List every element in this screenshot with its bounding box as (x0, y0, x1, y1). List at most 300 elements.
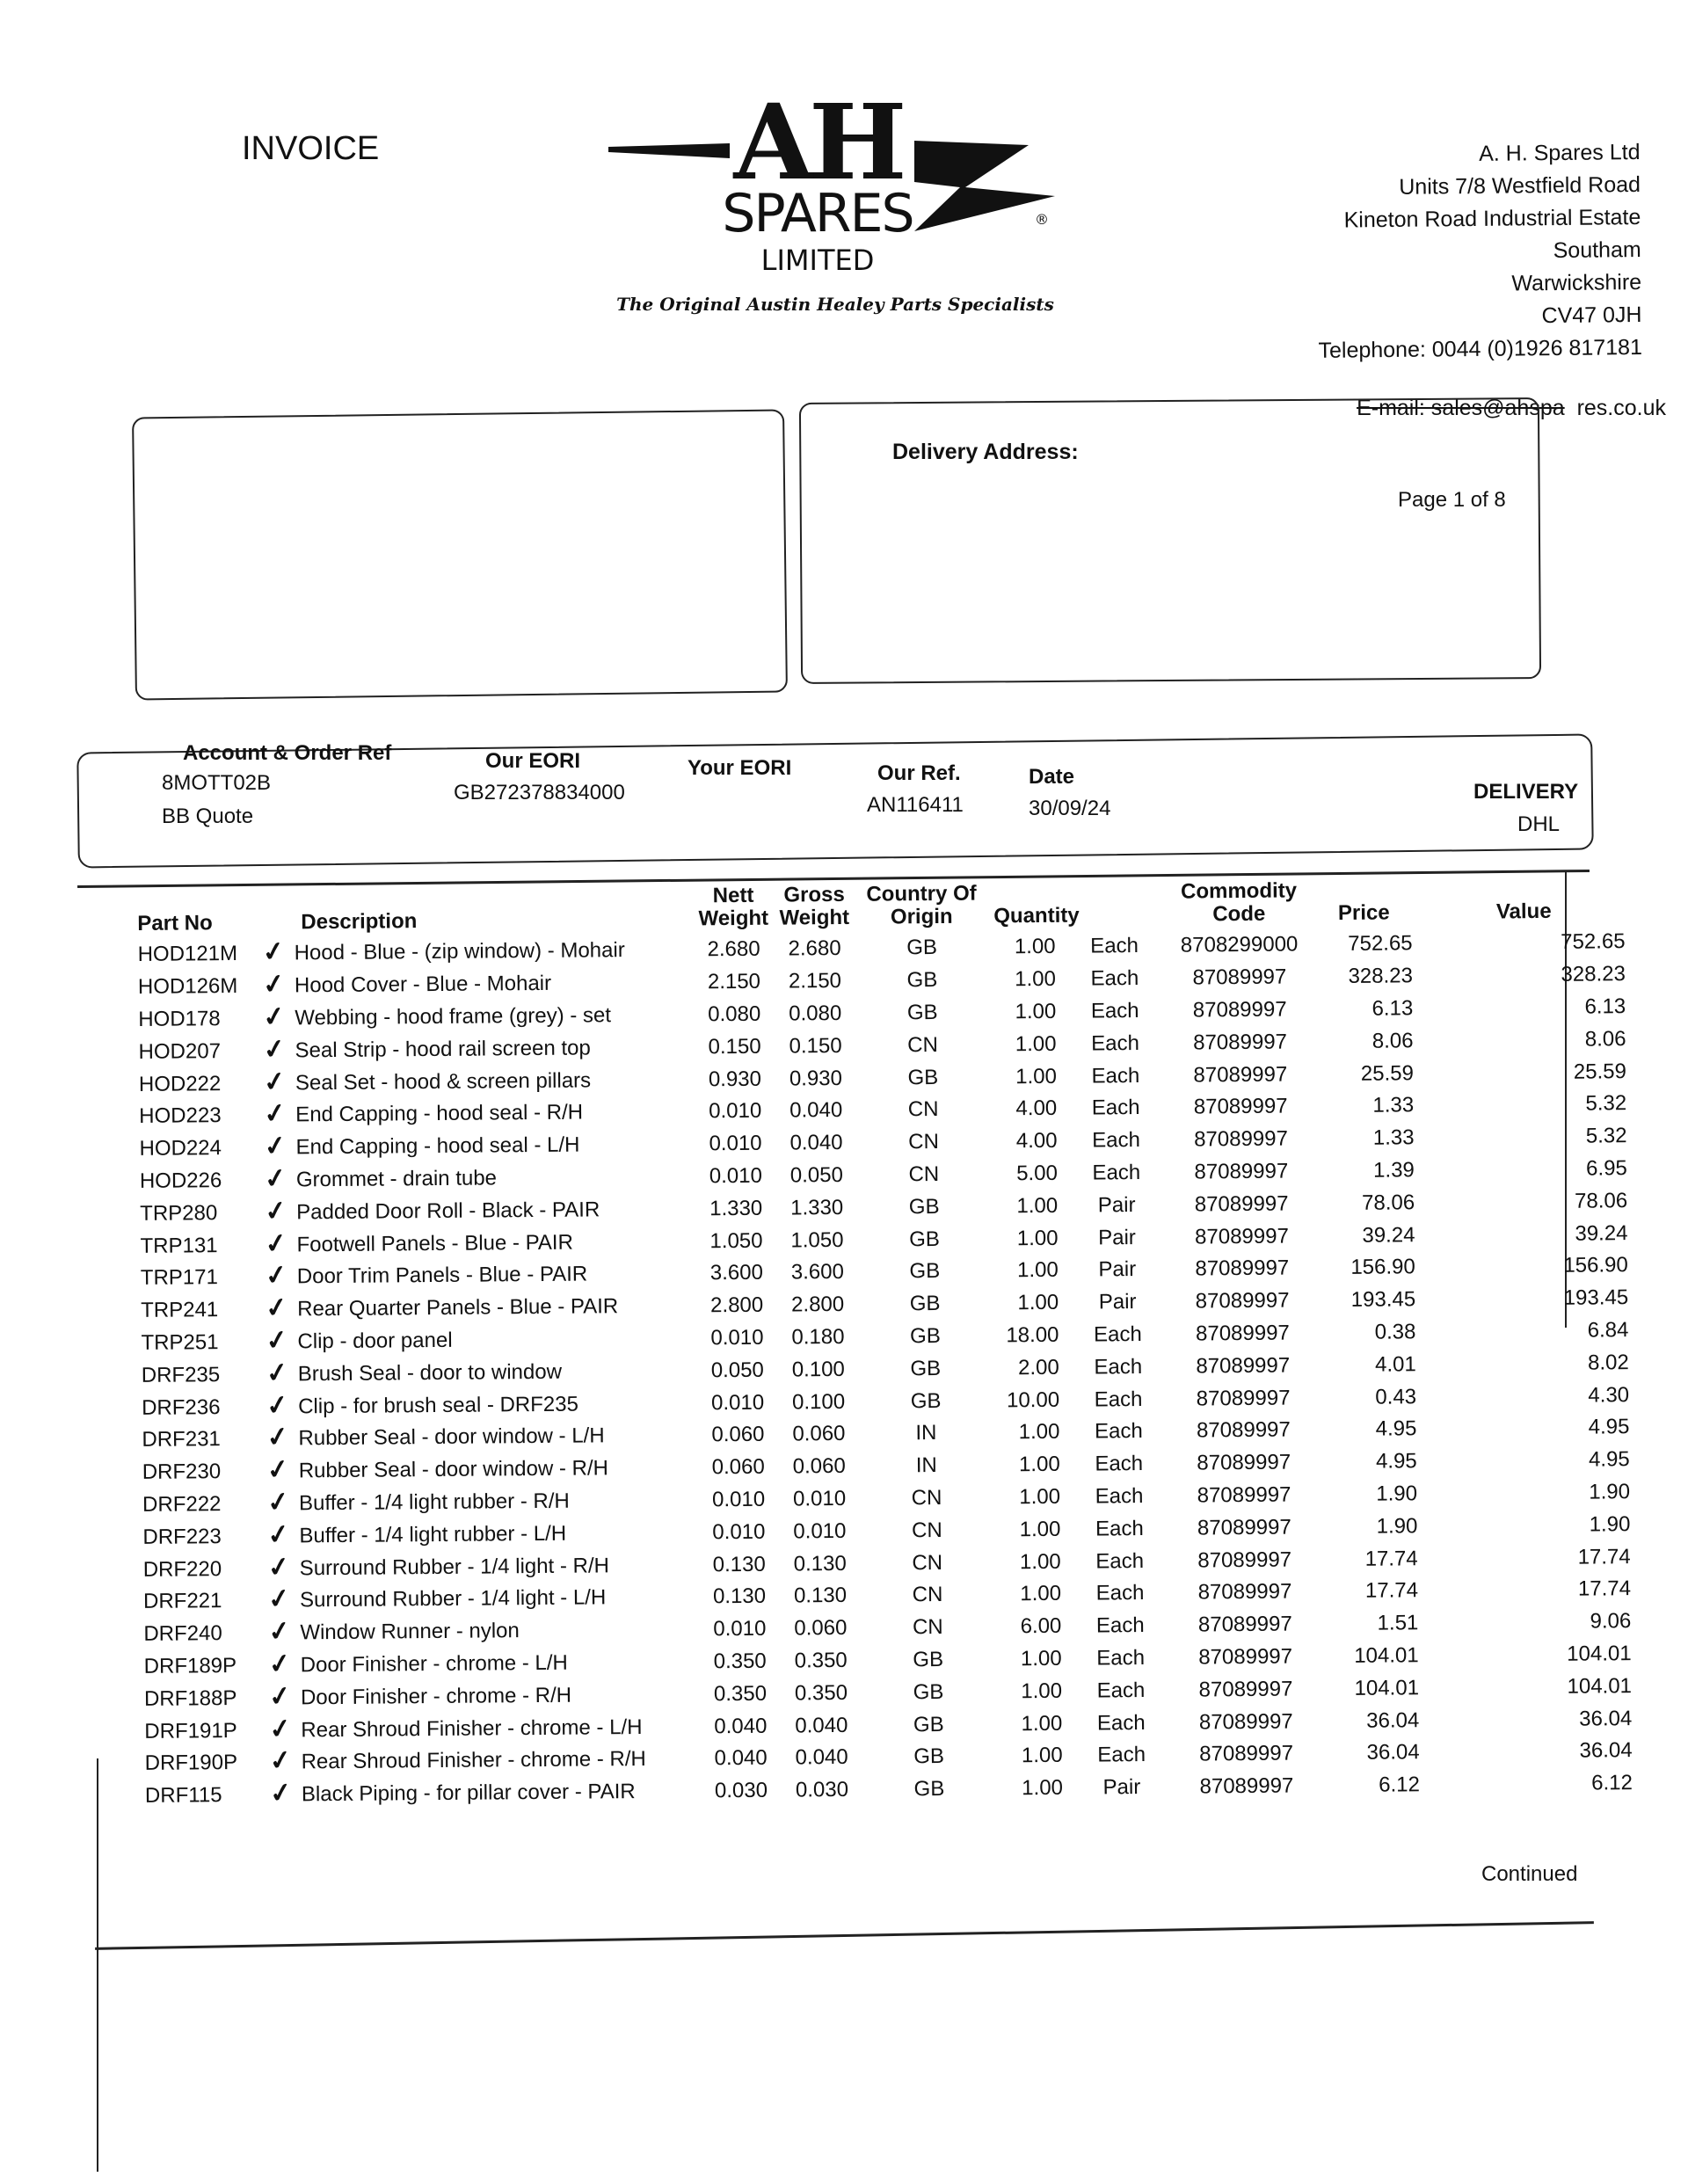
quantity: 4.00 (1015, 1128, 1058, 1154)
check-mark-icon: ✓ (261, 1066, 288, 1098)
part-number: HOD226 (139, 1168, 222, 1193)
quantity: 1.00 (1017, 1290, 1059, 1315)
description: Surround Rubber - 1/4 light - R/H (299, 1553, 610, 1580)
nett-weight: 0.040 (714, 1714, 768, 1738)
price: 6.13 (1372, 996, 1414, 1021)
email-suffix: res.co.uk (1576, 396, 1666, 420)
svg-text:SPARES: SPARES (722, 183, 913, 244)
price: 1.51 (1377, 1611, 1419, 1635)
quantity: 18.00 (1006, 1322, 1059, 1348)
value: 9.06 (1590, 1609, 1632, 1634)
commodity-code: 87089997 (1192, 997, 1287, 1023)
quantity: 1.00 (1016, 1193, 1059, 1218)
address-line: Warwickshire (1510, 269, 1641, 296)
price: 36.04 (1366, 1740, 1420, 1765)
country-of-origin: GB (910, 1356, 942, 1381)
description: Buffer - 1/4 light rubber - R/H (298, 1489, 570, 1516)
price: 4.95 (1375, 1416, 1417, 1442)
value: 104.01 (1567, 1642, 1632, 1666)
value: 752.65 (1561, 929, 1626, 955)
description-cell (262, 1452, 698, 1488)
header-commodity: Commodity Code (1180, 878, 1298, 927)
description-cell (258, 1031, 694, 1067)
check-mark-icon: ✓ (264, 1389, 291, 1422)
commodity-code: 87089997 (1194, 1159, 1289, 1184)
value: 36.04 (1579, 1706, 1633, 1731)
commodity-code: 87089997 (1196, 1386, 1291, 1411)
nett-weight: 0.010 (710, 1325, 764, 1350)
nett-weight: 0.130 (712, 1552, 766, 1576)
unit: Each (1095, 1483, 1144, 1509)
quantity: 2.00 (1017, 1355, 1059, 1380)
price: 193.45 (1350, 1287, 1416, 1313)
nett-weight: 0.010 (709, 1163, 763, 1189)
value: 6.12 (1591, 1771, 1633, 1795)
commodity-code: 87089997 (1192, 965, 1287, 990)
gross-weight: 2.800 (790, 1292, 845, 1317)
gross-weight: 0.040 (789, 1098, 843, 1123)
value: 193.45 (1563, 1285, 1629, 1310)
part-number: HOD126M (137, 974, 238, 1000)
our-ref-value: AN116411 (867, 793, 964, 817)
lightning-bolt-icon (598, 84, 1090, 321)
unit: Each (1096, 1678, 1146, 1703)
gross-weight: 0.040 (795, 1713, 848, 1737)
commodity-code: 87089997 (1197, 1515, 1291, 1540)
value: 156.90 (1563, 1253, 1628, 1278)
gross-weight: 0.040 (789, 1131, 843, 1155)
country-of-origin: GB (909, 1292, 941, 1316)
description: Buffer - 1/4 light rubber - L/H (299, 1521, 567, 1548)
nett-weight: 0.010 (709, 1099, 762, 1124)
country-of-origin: GB (913, 1647, 944, 1672)
country-of-origin: GB (906, 935, 938, 960)
description-cell (261, 1355, 697, 1391)
country-of-origin: CN (912, 1583, 943, 1607)
country-of-origin: IN (915, 1453, 937, 1478)
commodity-code: 87089997 (1198, 1709, 1293, 1734)
commodity-code: 87089997 (1199, 1773, 1294, 1799)
nett-weight: 1.330 (709, 1196, 763, 1221)
part-number: HOD224 (139, 1136, 222, 1161)
price: 752.65 (1348, 931, 1413, 957)
commodity-code: 87089997 (1194, 1191, 1289, 1217)
unit: Each (1092, 1128, 1140, 1153)
unit: Each (1091, 1030, 1140, 1056)
unit: Each (1095, 1548, 1145, 1573)
part-number: DRF236 (142, 1394, 221, 1420)
country-of-origin: CN (907, 1032, 939, 1058)
quantity: 1.00 (1020, 1646, 1062, 1671)
check-mark-icon: ✓ (265, 1453, 292, 1487)
check-mark-icon: ✓ (260, 1001, 287, 1033)
unit: Each (1092, 1160, 1141, 1185)
description: Rear Shroud Finisher - chrome - R/H (301, 1747, 646, 1774)
delivery-method-label: DELIVERY (1473, 780, 1579, 804)
nett-weight: 0.010 (709, 1131, 762, 1156)
commodity-code: 87089997 (1193, 1030, 1288, 1055)
description-cell (261, 1419, 697, 1455)
header-description: Description (301, 909, 418, 935)
check-mark-icon: ✓ (264, 1324, 290, 1357)
header-country: Country Of Origin (866, 881, 977, 929)
description-cell (262, 1517, 698, 1553)
part-number: DRF235 (141, 1362, 221, 1387)
nett-weight: 0.060 (711, 1454, 765, 1480)
country-of-origin: CN (911, 1485, 942, 1511)
check-mark-icon: ✓ (264, 1357, 291, 1389)
commodity-code: 87089997 (1197, 1482, 1291, 1508)
address-line: A. H. Spares Ltd (1478, 139, 1641, 166)
unit: Each (1091, 1063, 1140, 1088)
svg-text:AH: AH (733, 84, 902, 203)
quantity: 1.00 (1021, 1678, 1063, 1703)
delivery-address-label: Delivery Address: (892, 440, 1079, 464)
check-mark-icon: ✓ (267, 1777, 295, 1809)
part-number: DRF222 (142, 1492, 222, 1517)
unit: Each (1090, 966, 1139, 991)
part-number: TRP251 (141, 1330, 219, 1355)
price: 0.38 (1374, 1320, 1416, 1344)
account-ref-value: 8MOTT02B (162, 771, 272, 795)
gross-weight: 0.060 (794, 1616, 848, 1641)
nett-weight: 0.010 (711, 1487, 766, 1512)
header-quantity: Quantity (993, 903, 1080, 928)
quantity: 1.00 (1015, 999, 1057, 1024)
unit: Each (1094, 1387, 1143, 1412)
your-eori-label: Your EORI (688, 756, 792, 780)
document-title: INVOICE (242, 130, 380, 167)
commodity-code: 87089997 (1194, 1126, 1289, 1152)
part-number: DRF190P (144, 1751, 238, 1776)
commodity-code: 87089997 (1195, 1288, 1290, 1314)
country-of-origin: GB (913, 1744, 945, 1769)
gross-weight: 1.330 (790, 1195, 844, 1220)
unit: Each (1095, 1452, 1144, 1476)
description-cell (259, 1193, 695, 1229)
price: 6.12 (1379, 1773, 1421, 1797)
nett-weight: 0.350 (713, 1649, 767, 1674)
value: 6.13 (1584, 994, 1626, 1019)
part-number: DRF220 (142, 1556, 222, 1582)
gross-weight: 0.130 (793, 1551, 847, 1576)
value: 4.30 (1588, 1382, 1630, 1408)
part-number: TRP171 (140, 1265, 219, 1291)
description-cell (259, 1161, 695, 1197)
svg-text:®: ® (1035, 211, 1049, 228)
description: Webbing - hood frame (grey) - set (295, 1003, 612, 1030)
description: Padded Door Roll - Black - PAIR (296, 1198, 600, 1225)
check-mark-icon: ✓ (261, 1033, 288, 1066)
check-mark-icon: ✓ (265, 1486, 292, 1518)
check-mark-icon: ✓ (266, 1680, 294, 1713)
date-value: 30/09/24 (1029, 797, 1111, 820)
value: 39.24 (1575, 1220, 1628, 1246)
check-mark-icon: ✓ (266, 1518, 292, 1551)
gross-weight: 0.180 (791, 1324, 845, 1350)
nett-weight: 0.150 (708, 1034, 761, 1059)
price: 1.39 (1373, 1158, 1415, 1183)
value: 8.06 (1584, 1026, 1626, 1052)
part-number: HOD222 (138, 1071, 222, 1096)
quantity: 6.00 (1020, 1613, 1062, 1639)
nett-weight: 0.930 (708, 1067, 762, 1091)
value: 17.74 (1577, 1544, 1631, 1569)
check-mark-icon: ✓ (262, 1162, 289, 1195)
check-mark-icon: ✓ (260, 935, 287, 969)
commodity-code: 87089997 (1198, 1644, 1293, 1670)
gross-weight: 0.060 (792, 1422, 846, 1446)
description: Door Finisher - chrome - L/H (300, 1650, 568, 1678)
commodity-code: 87089997 (1195, 1256, 1290, 1281)
gross-weight: 0.080 (789, 1001, 842, 1026)
country-of-origin: GB (913, 1777, 945, 1802)
unit: Each (1095, 1613, 1145, 1638)
part-number: DRF223 (142, 1524, 222, 1549)
header-part-no: Part No (137, 911, 213, 935)
country-of-origin: GB (910, 1388, 942, 1413)
part-number: DRF115 (144, 1783, 222, 1809)
description-cell (259, 1226, 695, 1262)
unit: Pair (1098, 1225, 1136, 1249)
unit: Each (1095, 1516, 1144, 1541)
check-mark-icon: ✓ (262, 1195, 289, 1227)
description: Footwell Panels - Blue - PAIR (296, 1230, 573, 1256)
nett-weight: 3.600 (709, 1261, 763, 1285)
nett-weight: 2.680 (707, 937, 760, 962)
unit: Each (1091, 1096, 1140, 1120)
price: 0.43 (1375, 1384, 1417, 1409)
delivery-method-value: DHL (1517, 812, 1561, 836)
description: Rear Quarter Panels - Blue - PAIR (297, 1294, 619, 1321)
nett-weight: 0.080 (708, 1001, 761, 1027)
check-mark-icon: ✓ (266, 1583, 293, 1616)
part-number: HOD223 (139, 1103, 222, 1129)
nett-weight: 0.010 (710, 1390, 765, 1415)
value: 4.95 (1588, 1447, 1630, 1472)
part-number: HOD207 (138, 1038, 222, 1064)
unit: Each (1096, 1645, 1146, 1671)
unit: Pair (1098, 1290, 1137, 1314)
unit: Each (1097, 1743, 1146, 1767)
nett-weight: 0.030 (714, 1778, 768, 1803)
svg-text:LIMITED: LIMITED (760, 244, 875, 277)
price: 104.01 (1354, 1643, 1419, 1668)
telephone: Telephone: 0044 (0)1926 817181 (1318, 334, 1642, 363)
gross-weight: 0.010 (793, 1518, 847, 1544)
page-number: Page 1 of 8 (1398, 488, 1506, 512)
check-mark-icon: ✓ (260, 968, 287, 1001)
commodity-code: 87089997 (1193, 1062, 1288, 1088)
description: Hood - Blue - (zip window) - Mohair (294, 938, 625, 965)
description-cell (264, 1646, 700, 1682)
description: Rubber Seal - door window - L/H (298, 1423, 605, 1451)
quantity: 4.00 (1015, 1096, 1058, 1121)
email-prefix: E-mail: sales@ahspa (1357, 396, 1565, 420)
quantity: 1.00 (1020, 1582, 1062, 1606)
description: End Capping - hood seal - L/H (295, 1132, 580, 1160)
value: 1.90 (1589, 1511, 1631, 1537)
gross-weight: 0.150 (789, 1033, 842, 1059)
country-of-origin: GB (906, 968, 938, 993)
description-cell (263, 1613, 699, 1649)
description: Door Finisher - chrome - R/H (300, 1683, 572, 1710)
value: 328.23 (1561, 962, 1626, 987)
unit: Pair (1097, 1192, 1136, 1218)
address-line: CV47 0JH (1541, 302, 1642, 329)
price: 156.90 (1350, 1255, 1415, 1280)
company-address (1316, 136, 1642, 368)
value: 4.95 (1588, 1415, 1630, 1439)
description-cell (258, 1128, 695, 1164)
nett-weight: 1.050 (709, 1228, 763, 1253)
value: 5.32 (1585, 1091, 1627, 1116)
value: 104.01 (1567, 1673, 1633, 1699)
check-mark-icon: ✓ (262, 1130, 288, 1163)
part-number: DRF191P (144, 1718, 237, 1744)
description-cell (263, 1549, 699, 1585)
commodity-code: 87089997 (1195, 1321, 1290, 1346)
country-of-origin: CN (911, 1518, 942, 1543)
gross-weight: 0.040 (795, 1745, 848, 1770)
quantity: 1.00 (1018, 1420, 1060, 1445)
price: 328.23 (1348, 964, 1414, 989)
country-of-origin: CN (908, 1161, 940, 1187)
description: Door Trim Panels - Blue - PAIR (296, 1262, 588, 1289)
quantity: 1.00 (1014, 935, 1056, 959)
quantity: 10.00 (1006, 1387, 1060, 1412)
commodity-code: 87089997 (1196, 1417, 1291, 1443)
gross-weight: 0.010 (792, 1486, 847, 1511)
check-mark-icon: ✓ (265, 1421, 291, 1454)
nett-weight: 0.050 (710, 1358, 764, 1383)
country-of-origin: GB (910, 1323, 941, 1349)
value: 6.84 (1587, 1318, 1629, 1343)
description: Hood Cover - Blue - Mohair (294, 972, 552, 998)
gross-weight: 2.150 (788, 969, 842, 994)
commodity-code: 87089997 (1196, 1353, 1291, 1379)
unit: Each (1090, 998, 1139, 1023)
commodity-code: 87089997 (1197, 1547, 1292, 1572)
part-number: TRP280 (140, 1200, 218, 1226)
country-of-origin: GB (906, 1000, 938, 1025)
check-mark-icon: ✓ (263, 1227, 289, 1260)
gross-weight: 0.030 (795, 1778, 849, 1802)
price: 1.33 (1372, 1125, 1415, 1150)
description-cell (265, 1775, 701, 1811)
description-cell (258, 999, 694, 1035)
value: 6.95 (1585, 1156, 1627, 1181)
commodity-code: 87089997 (1197, 1579, 1292, 1605)
account-ref-label: Account & Order Ref (183, 741, 392, 765)
gross-weight: 2.680 (788, 936, 841, 961)
quantity: 1.00 (1016, 1258, 1059, 1283)
quantity: 1.00 (1018, 1452, 1060, 1477)
price: 8.06 (1372, 1029, 1414, 1053)
quantity: 1.00 (1021, 1711, 1063, 1736)
order-note: BB Quote (162, 804, 254, 828)
description-cell (262, 1484, 698, 1520)
country-of-origin: CN (908, 1130, 939, 1154)
description-cell (263, 1581, 699, 1617)
address-line: Kineton Road Industrial Estate (1343, 204, 1641, 233)
country-of-origin: GB (909, 1259, 941, 1284)
description: Clip - door panel (297, 1328, 453, 1354)
commodity-code: 87089997 (1198, 1677, 1293, 1702)
price: 4.01 (1374, 1352, 1416, 1377)
check-mark-icon: ✓ (266, 1551, 293, 1583)
description: Grommet - drain tube (295, 1166, 498, 1192)
price: 25.59 (1360, 1060, 1414, 1086)
description-cell (257, 934, 693, 970)
gross-weight: 0.130 (793, 1583, 848, 1608)
country-of-origin: GB (907, 1065, 939, 1089)
commodity-code: 87089997 (1193, 1094, 1288, 1119)
price: 36.04 (1366, 1707, 1420, 1733)
unit: Each (1093, 1321, 1142, 1347)
our-eori-label: Our EORI (485, 749, 581, 773)
price: 17.74 (1364, 1578, 1419, 1604)
company-logo (598, 84, 1090, 321)
value: 78.06 (1574, 1188, 1628, 1213)
description: Seal Strip - hood rail screen top (295, 1036, 591, 1063)
description: Clip - for brush seal - DRF235 (298, 1392, 579, 1418)
our-eori-value: GB272378834000 (454, 781, 625, 804)
check-mark-icon: ✓ (261, 1097, 288, 1131)
check-mark-icon: ✓ (266, 1615, 293, 1648)
nett-weight: 0.060 (711, 1423, 765, 1447)
part-number: DRF188P (143, 1685, 237, 1711)
country-of-origin: GB (908, 1194, 940, 1219)
gross-weight: 0.350 (794, 1648, 848, 1673)
gross-weight: 3.600 (790, 1260, 844, 1285)
commodity-code: 87089997 (1197, 1450, 1291, 1475)
commodity-code: 87089997 (1197, 1612, 1292, 1637)
description-cell (261, 1387, 697, 1423)
price: 1.90 (1376, 1481, 1418, 1506)
description: Surround Rubber - 1/4 light - L/H (299, 1585, 607, 1613)
nett-weight: 0.040 (714, 1746, 768, 1771)
gross-weight: 0.050 (789, 1162, 844, 1188)
header-value: Value (1495, 899, 1552, 924)
description-cell (258, 1096, 695, 1132)
value: 25.59 (1573, 1059, 1626, 1084)
country-of-origin: GB (913, 1679, 944, 1704)
description: Black Piping - for pillar cover - PAIR (301, 1780, 636, 1807)
description-cell (264, 1678, 700, 1714)
description: Window Runner - nylon (300, 1619, 520, 1645)
nett-weight: 2.800 (710, 1292, 764, 1318)
commodity-code: 8708299000 (1180, 932, 1299, 957)
quantity: 1.00 (1019, 1517, 1061, 1541)
description-cell (258, 1064, 695, 1100)
gross-weight: 0.060 (792, 1454, 846, 1479)
left-margin-line (97, 1758, 98, 2172)
part-number: DRF189P (143, 1653, 237, 1678)
date-label: Date (1029, 765, 1075, 789)
value: 36.04 (1579, 1738, 1633, 1763)
country-of-origin: GB (913, 1712, 944, 1736)
country-of-origin: GB (909, 1227, 940, 1251)
description-cell (260, 1290, 696, 1326)
commodity-code: 87089997 (1199, 1741, 1294, 1766)
part-number: DRF230 (142, 1460, 222, 1485)
address-line: Southam (1553, 237, 1641, 264)
description-cell (258, 966, 694, 1002)
our-ref-label: Our Ref. (877, 761, 961, 785)
part-number: TRP241 (141, 1298, 219, 1323)
check-mark-icon: ✓ (267, 1744, 295, 1778)
